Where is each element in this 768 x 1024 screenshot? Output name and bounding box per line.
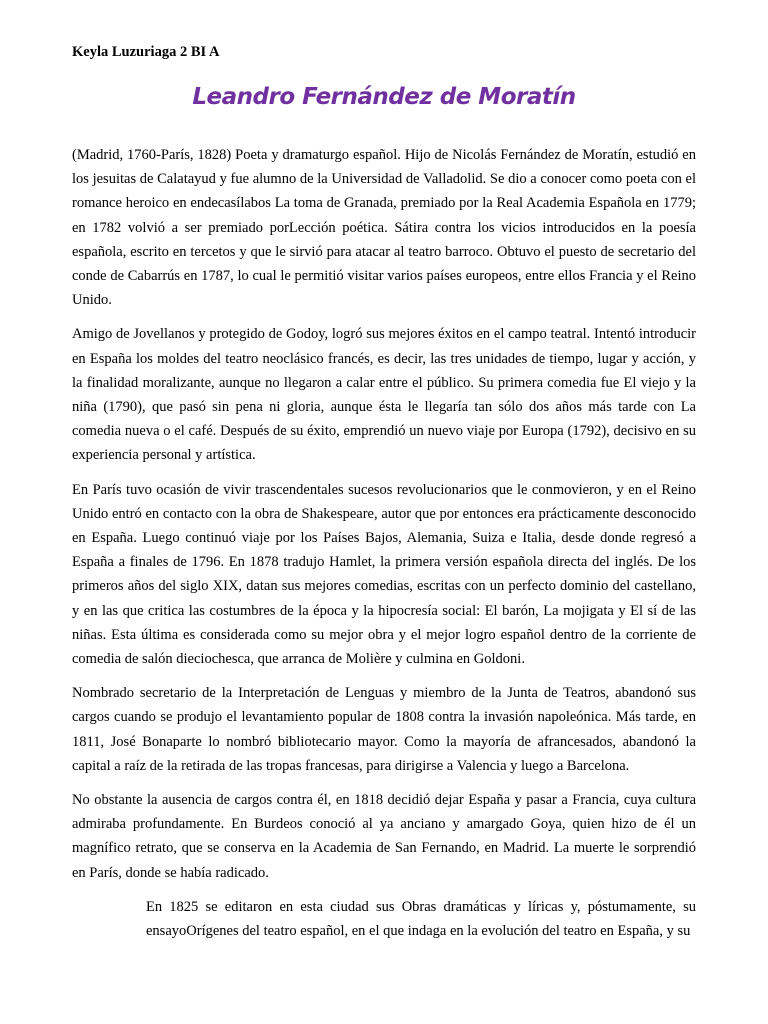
paragraph-6: En 1825 se editaron en esta ciudad sus Obras dramáticas y líricas y, póstumamente, su ensayoOrígenes del teatro español, en el que indaga en la evolución del teatro en España, y su bbox=[146, 898, 696, 940]
paragraph-1: (Madrid, 1760-París, 1828) Poeta y dramaturgo español. Hijo de Nicolás Fernández de Moratín, estudió en los jesuitas de Calatayud y fue alumno de la Universidad de Valladolid. Se dio a conocer como poeta con el romance heroico en endecasílabos La toma de Granada, premiado por la Real Academia Española en 1779; en 1782 volvió a ser premiado porLección poética. Sátira contra los vicios introducidos en la poesía española, escrito en tercetos y que le sirvió para atacar al teatro barroco. Obtuvo el puesto de secretario del conde de Cabarrús en 1787, lo cual le permitió visitar varios países europeos, entre ellos Francia y el Reino Unido. bbox=[72, 147, 696, 309]
paragraph-3: En París tuvo ocasión de vivir trascendentales sucesos revolucionarios que le conmovieron, y en el Reino Unido entró en contacto con la obra de Shakespeare, autor que por entonces era prácticamente desconocido en España. Luego continuó viaje por los Países Bajos, Alemania, Suiza e Italia, desde donde regresó a España a finales de 1796. En 1878 tradujo Hamlet, la primera versión española directa del inglés. De los primeros años del siglo XIX, datan sus mejores comedias, escritas con un perfecto dominio del castellano, y en las que critica las costumbres de la época y la hipocresía social: El barón, La mojigata y El sí de las niñas. Esta última es considerada como su mejor obra y el mejor logro español dentro de la corriente de comedia de salón dieciochesca, que arranca de Molière y culmina en Goldoni. bbox=[72, 481, 696, 668]
document-title: Leandro Fernández de Moratín bbox=[192, 84, 576, 110]
author-line: Keyla Luzuriaga 2 BI A bbox=[72, 44, 220, 60]
paragraph-5: No obstante la ausencia de cargos contra él, en 1818 decidió dejar España y pasar a Francia, cuya cultura admiraba profundamente. En Burdeos conoció al ya anciano y amargado Goya, quien hizo de él un magnífico retrato, que se conserva en la Academia de San Fernando, en Madrid. La muerte le sorprendió en París, donde se había radicado. bbox=[72, 792, 696, 881]
paragraph-2: Amigo de Jovellanos y protegido de Godoy, logró sus mejores éxitos en el campo teatral. Intentó introducir en España los moldes del teatro neoclásico francés, es decir, las tres unidades de tiempo, lugar y acción, y la finalidad moralizante, aunque no llegaron a calar entre el público. Su primera comedia fue El viejo y la niña (1790), que pasó sin pena ni gloria, aunque ésta le llegaría tan sólo dos años más tarde con La comedia nueva o el café. Después de su éxito, emprendió un nuevo viaje por Europa (1792), decisivo en su experiencia personal y artística. bbox=[72, 326, 696, 464]
document-body bbox=[72, 143, 696, 953]
paragraph-4: Nombrado secretario de la Interpretación de Lenguas y miembro de la Junta de Teatros, abandonó sus cargos cuando se produjo el levantamiento popular de 1808 contra la invasión napoleónica. Más tarde, en 1811, José Bonaparte lo nombró bibliotecario mayor. Como la mayoría de afrancesados, abandonó la capital a raíz de la retirada de las tropas francesas, para dirigirse a Valencia y luego a Barcelona. bbox=[72, 685, 696, 774]
